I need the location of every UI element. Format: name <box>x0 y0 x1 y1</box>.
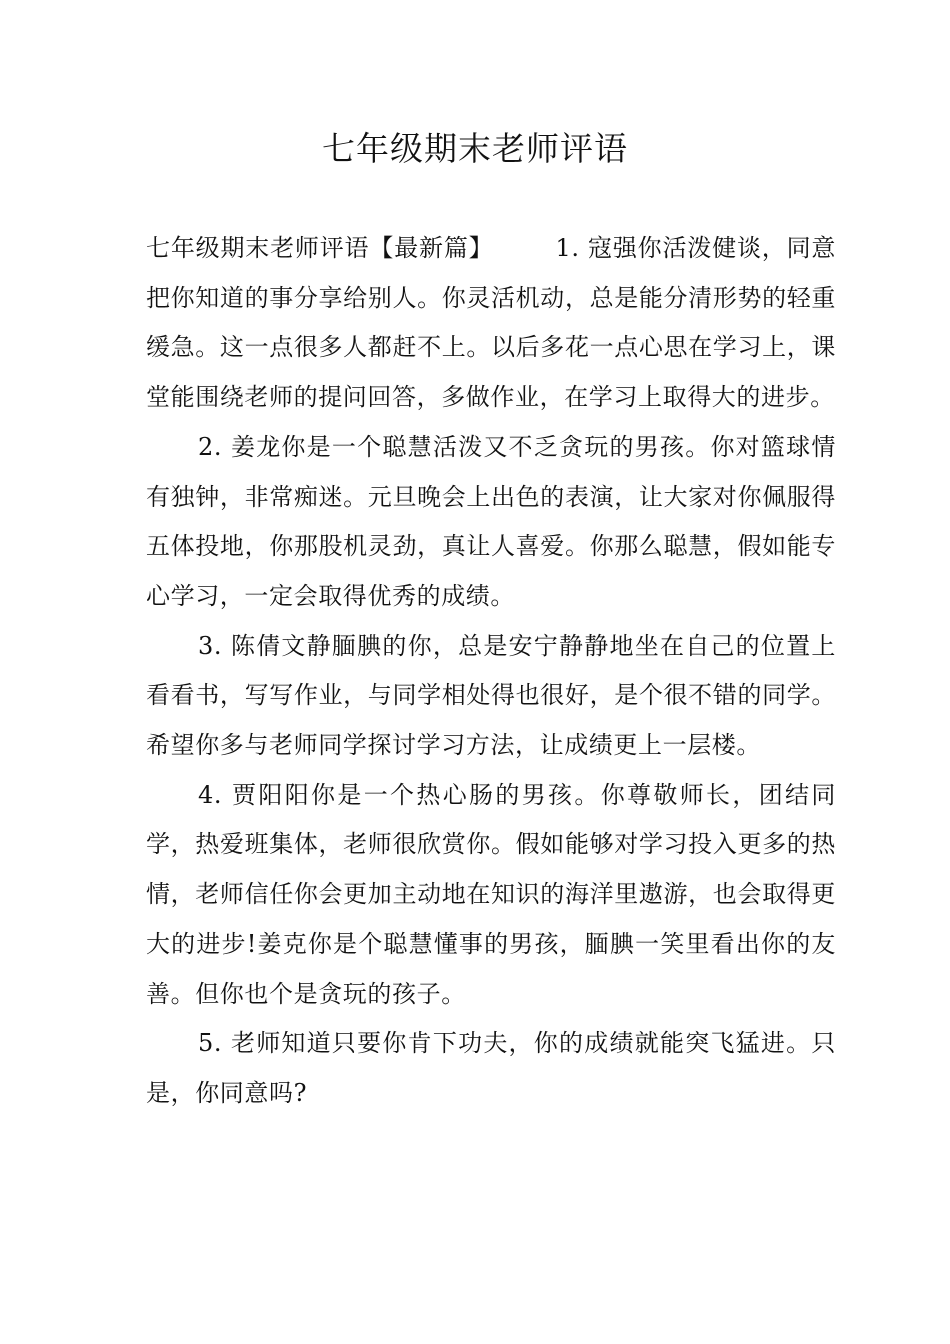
intro-heading: 七年级期末老师评语【最新篇】 <box>146 234 494 262</box>
paragraph-1-text: 1. 寇强你活泼健谈，同意把你知道的事分享给别人。你灵活机动，总是能分清形势的轻重缓急。这一点很多人都赶不上。以后多花一点心思在学习上，课堂能围绕老师的提问回答，多做作业，在学习上取得大的进步。 <box>146 234 837 412</box>
paragraph-3: 3. 陈倩文静腼腆的你，总是安宁静静地坐在自己的位置上看看书，写写作业，与同学相处得也很好，是个很不错的同学。希望你多与老师同学探讨学习方法，让成绩更上一层楼。 <box>146 631 836 760</box>
paragraph-4: 4. 贾阳阳你是一个热心肠的男孩。你尊敬师长，团结同学，热爱班集体，老师很欣赏你。假如能够对学习投入更多的热情，老师信任你会更加主动地在知识的海洋里遨游，也会取得更大的进步!姜克你是个聪慧懂事的男孩，腼腆一笑里看出你的友善。但你也个是贪玩的孩子。 <box>146 780 836 1008</box>
paragraph-5: 5. 老师知道只要你肯下功夫，你的成绩就能突飞猛进。只是，你同意吗? <box>146 1029 836 1107</box>
paragraph-2: 2. 姜龙你是一个聪慧活泼又不乏贪玩的男孩。你对篮球情有独钟，非常痴迷。元旦晚会上出色的表演，让大家对你佩服得五体投地，你那股机灵劲，真让人喜爱。你那么聪慧，假如能专心学习，一定会取得优秀的成绩。 <box>146 432 836 610</box>
paragraph-1 <box>146 224 836 423</box>
document-body <box>146 224 836 1119</box>
document-title: 七年级期末老师评语 <box>322 129 628 168</box>
